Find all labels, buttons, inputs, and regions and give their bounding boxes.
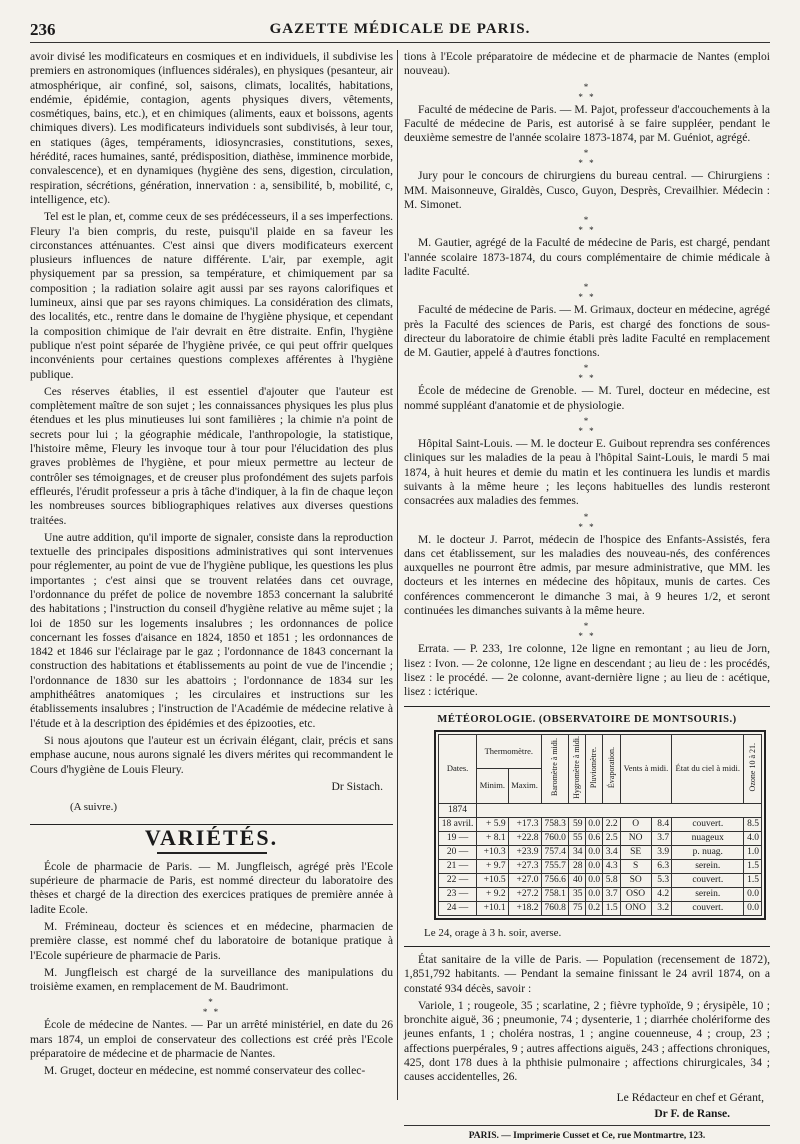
table-cell: 6.3 (651, 859, 671, 873)
table-cell: + 5.9 (477, 817, 508, 831)
news-item: M. Gruget, docteur en médecine, est nommé conservateur des collec- (44, 1064, 366, 1078)
paragraph: avoir divisé les modificateurs en cosmiques et en individuels, il subdivise les premiers en astronomiques (influences sidérales), en physiques (pesanteur, air atmosphérique, air confiné, sol, saisons, climats, localités, habitations, endémie, épidémie, contagion, agents physiques divers, vêtements, cosmétiques, bains, etc.), et en chimiques (aliments, eaux et boissons, agents chimiques divers). Les modificateurs individuels sont subdivisés, à leur tour, en statiques (âges, tempéraments, idiosyncrasies, constitutions, sexes, hérédité, races humaines, santé, prédisposition, diathèse, imminence morbide, convalescence), et en dynamiques (hygiène des sens, digestion, circulation, respiration, sécrétions, génération, innervation : a, sensibilité, b, mobilité, c, intelligence, etc). (30, 50, 393, 206)
table-cell: 34 (568, 845, 585, 859)
table-cell: O (620, 817, 651, 831)
col-header-baro: Baromètre à midi. (541, 734, 568, 803)
news-item: État sanitaire de la ville de Paris. — Population (recensement de 1872), 1,851,792 habitants. — Pendant la semaine finissant le 24 avril 1874, on a constaté 934 décès, savoir : (404, 952, 770, 995)
table-cell: 18 avril. (439, 817, 477, 831)
paragraph: Si nous ajoutons que l'auteur est un écrivain élégant, clair, précis et sans emphase aucune, nous aurons signalé les divers mérites qui recommandent le Cours d'hygiène de Louis Fleury. (30, 733, 393, 776)
col-header-hygro: Hygromètre à midi. (568, 734, 585, 803)
table-cell: 4.3 (603, 859, 621, 873)
col-header-thermo: Thermomètre. (477, 734, 541, 768)
left-column (30, 50, 393, 1082)
table-row (439, 831, 762, 845)
table-cell: 28 (568, 859, 585, 873)
table-cell: +10.1 (477, 901, 508, 915)
table-cell: ONO (620, 901, 651, 915)
table-row (439, 901, 762, 915)
separator-asterisks: * * * (578, 81, 596, 102)
table-cell: SE (620, 845, 651, 859)
meteorology-table-frame (434, 730, 766, 920)
col-header-etat: État du ciel à midi. (672, 734, 744, 803)
table-row (439, 887, 762, 901)
col-header-minim: Minim. (477, 769, 508, 803)
page-number: 236 (30, 20, 56, 39)
table-cell: 3.9 (651, 845, 671, 859)
table-cell: 758.3 (541, 817, 568, 831)
separator-asterisks: * * * (578, 148, 596, 169)
col-header-dates: Dates. (439, 734, 477, 803)
separator-asterisks: * * * (578, 215, 596, 236)
table-row (439, 817, 762, 831)
table-cell: 2.5 (603, 831, 621, 845)
mortality-list: Variole, 1 ; rougeole, 35 ; scarlatine, 2 ; fièvre typhoïde, 9 ; érysipèle, 10 ; bronchite aiguë, 36 ; pneumonie, 74 ; dysenterie, 1 ; diarrhée cholériforme des jeunes enfants, 1 ; choléra nostras, 1 ; angine couenneuse, 4 ; croup, 23 ; affections puerpérales, 9 ; autres affections aiguës, 243 ; affections chroniques, 425, dont 178 dues à la phthisie pulmonaire ; affections chirurgicales, 34 ; causes accidentelles, 26. (404, 998, 770, 1084)
table-cell: +17.3 (508, 817, 541, 831)
table-cell: 75 (568, 901, 585, 915)
table-cell: nuageux (672, 831, 744, 845)
to-be-continued: (A suivre.) (70, 801, 118, 814)
table-cell: 22 — (439, 873, 477, 887)
separator-asterisks: * * * (578, 363, 596, 384)
table-cell: 1.0 (744, 845, 762, 859)
table-cell: 8.5 (744, 817, 762, 831)
page-header (30, 18, 770, 43)
table-cell: +27.0 (508, 873, 541, 887)
table-cell: 5.8 (603, 873, 621, 887)
table-row (439, 859, 762, 873)
table-cell: 760.8 (541, 901, 568, 915)
table-cell: + 9.2 (477, 887, 508, 901)
news-item: M. le docteur J. Parrot, médecin de l'hospice des Enfants-Assistés, fera dans cet établissement, sur les maladies des nouveau-nés, des conférences auxquelles ne pourront être admis, par mesure administrative, que MM. les docteurs et les internes en médecine des hôpitaux, munis de cartes. Ces conférences commenceront le dimanche 3 mai, à 9 heures 1/2, et seront continuées les dimanches suivants à la même heure. (404, 532, 770, 618)
table-cell: 0.0 (744, 887, 762, 901)
table-cell: couvert. (672, 873, 744, 887)
table-cell: 40 (568, 873, 585, 887)
paragraph: Ces réserves établies, il est essentiel d'ajouter que l'auteur est complètement maître de son sujet ; les connaissances physiques les plus plus étendues et les plus minutieuses lui sont familières ; la chimie n'a point de secrets pour lui ; la géographie médicale, l'anthropologie, la statistique, l'histoire même, Fleury les invoque tour à tour pour l'élucidation des plus graves problèmes de l'hygiène, et pour mieux permettre au lecteur de contrôler ses témoignages, et de creuser plus profondément des sujets parfois effleurés, l'érudit professeur a pris à tâche d'indiquer, à la fin de chaque leçon les nombreuses sources bibliographiques relatives aux diverses questions traitées. (30, 384, 393, 527)
table-cell: 755.7 (541, 859, 568, 873)
table-cell: 5.3 (651, 873, 671, 887)
separator-asterisks: * * * (578, 282, 596, 303)
table-cell: 0.0 (744, 901, 762, 915)
gazette-title: GAZETTE MÉDICALE DE PARIS. (269, 21, 531, 37)
column-divider (397, 50, 398, 1100)
table-cell: SO (620, 873, 651, 887)
errata: Errata. — P. 233, 1re colonne, 12e ligne en remontant ; au lieu de Jorn, lisez : Ivon. — 2e colonne, 12e ligne en descendant ; au lieu de : les procédés, lisez : le procédé. — 2e colonne, avant-dernière ligne ; au lieu de : acétique, lisez : ictérique. (404, 642, 770, 699)
news-item: Jury pour le concours de chirurgiens du bureau central. — Chirurgiens : MM. Maisonneuve, Giraldès, Cusco, Guyon, Desprès, Crevailhier. Médecin : M. Simonet. (404, 169, 770, 212)
table-cell: p. nuag. (672, 845, 744, 859)
section-title-varietes: VARIÉTÉS. (144, 825, 279, 851)
table-cell: 0.0 (585, 859, 603, 873)
news-item: Hôpital Saint-Louis. — M. le docteur E. Guibout reprendra ses conférences cliniques sur les maladies de la peau à l'hôpital Saint-Louis, le mardi 5 mai 1874, à huit heures et demie du matin et les continuera les lundis et mardis suivants à la même heure ; les leçons habituelles des lundis resteront consacrées aux maladies des femmes. (404, 437, 770, 508)
editor-line: Le Rédacteur en chef et Gérant, (616, 1090, 764, 1104)
table-cell: 1.5 (744, 859, 762, 873)
table-cell: +22.8 (508, 831, 541, 845)
table-cell: OSO (620, 887, 651, 901)
editor-name: Dr F. de Ranse. (654, 1106, 730, 1120)
table-cell: 0.0 (585, 873, 603, 887)
table-cell: couvert. (672, 817, 744, 831)
col-header-pluvio: Pluviomètre. (585, 734, 603, 803)
news-item: École de pharmacie de Paris. — M. Jungfleisch, agrégé près l'Ecole supérieure de pharmacie de Paris, est nommé directeur du laboratoire des thèses et chargé de la direction des exercices pratiques de première année à ladite Ecole. (30, 859, 393, 916)
news-item: M. Frémineau, docteur ès sciences et en médecine, pharmacien de première classe, est nommé chef du laboratoire de botanique pratique à l'Ecole supérieure de pharmacie de Paris. (30, 919, 393, 962)
news-item: École de médecine de Nantes. — Par un arrêté ministériel, en date du 26 mars 1874, un emploi de conservateur des collections est créé près l'Ecole préparatoire de médecine et de pharmacie de Nantes. (30, 1018, 393, 1060)
separator-asterisks: * * * (202, 997, 221, 1018)
weather-note: Le 24, orage à 3 h. soir, averse. (424, 926, 562, 939)
table-cell: 23 — (439, 887, 477, 901)
col-header-ozone: Ozone 10 à 21. (744, 734, 762, 803)
table-cell: S (620, 859, 651, 873)
paragraph: Une autre addition, qu'il importe de signaler, consiste dans la reproduction textuelle des principales dispositions administratives qui sont intervenues pour réglementer, au point de vue de l'hygiène publique, les questions les plus importantes ; c'est ainsi que se trouvent relatées dans cet ouvrage, l'ordonnance du préfet de police de novembre 1853 concernant la salubrité des habitations ; l'instruction du conseil d'hygiène relative au même sujet ; la loi de 1850 sur les logements insalubres ; les ordonnances de police concernant les fosses d'aisance en 1824, 1850 et 1851 ; les ordonnances de 1842 et 1846 sur l'éclairage par le gaz ; l'ordonnance de 1843 concernant la construction des habitations et établissements au point de vue de l'incendie ; l'ordonnance de 1830 sur les abattoirs ; l'ordonnance de 1834 sur les amphithéâtres anatomiques ; les circulaires et instructions sur les établissements insalubres ; l'instruction de l'Académie de médecine relative à l'étude et à la description des épidémies et des épizooties, etc. (30, 530, 393, 730)
table-cell: +27.2 (508, 887, 541, 901)
meteorology-table-body (439, 803, 762, 915)
table-cell: +10.5 (477, 873, 508, 887)
table-row (439, 873, 762, 887)
news-item: Faculté de médecine de Paris. — M. Grimaux, docteur en médecine, agrégé près la Faculté des sciences de Paris, est chargé des fonctions de sous-directeur du laboratoire de chimie établi près ladite Faculté en remplacement de M. Gautier, appelé à d'autres fonctions. (404, 303, 770, 360)
table-cell: 3.4 (603, 845, 621, 859)
meteorology-title: MÉTÉOROLOGIE. (OBSERVATOIRE DE MONTSOURIS.) (437, 713, 737, 725)
table-cell: 21 — (439, 859, 477, 873)
meteorology-table (438, 734, 762, 916)
table-cell: 758.1 (541, 887, 568, 901)
table-row (439, 845, 762, 859)
year-cell: 1874 (439, 803, 477, 817)
table-cell: +23.9 (508, 845, 541, 859)
table-cell: 0.6 (585, 831, 603, 845)
table-cell: 0.0 (585, 845, 603, 859)
table-cell: 1.5 (603, 901, 621, 915)
section-divider (404, 946, 770, 947)
table-cell: NO (620, 831, 651, 845)
table-cell: 35 (568, 887, 585, 901)
news-item: École de médecine de Grenoble. — M. Turel, docteur en médecine, est nommé suppléant d'anatomie et de physiologie. (404, 384, 770, 412)
table-cell: 0.0 (585, 887, 603, 901)
table-cell: 24 — (439, 901, 477, 915)
table-cell: 760.0 (541, 831, 568, 845)
table-cell: 59 (568, 817, 585, 831)
separator-asterisks: * * * (578, 621, 596, 642)
separator-asterisks: * * * (578, 511, 596, 532)
table-cell: 3.7 (603, 887, 621, 901)
table-cell: 3.2 (651, 901, 671, 915)
author-signature: Dr Sistach. (331, 779, 383, 793)
table-cell: 20 — (439, 845, 477, 859)
table-cell: 757.4 (541, 845, 568, 859)
printer-imprint: PARIS. — Imprimerie Cusset et Ce, rue Montmartre, 123. (404, 1125, 770, 1143)
table-cell: 2.2 (603, 817, 621, 831)
table-cell: serein. (672, 887, 744, 901)
table-cell: +18.2 (508, 901, 541, 915)
col-header-maxim: Maxim. (508, 769, 541, 803)
table-cell: +27.3 (508, 859, 541, 873)
separator-asterisks: * * * (578, 416, 596, 437)
table-cell: +10.3 (477, 845, 508, 859)
news-item: tions à l'Ecole préparatoire de médecine et de pharmacie de Nantes (emploi nouveau). (404, 50, 770, 78)
table-cell: 0.2 (585, 901, 603, 915)
table-cell: 55 (568, 831, 585, 845)
table-cell: 8.4 (651, 817, 671, 831)
right-column (404, 50, 770, 1144)
table-cell: couvert. (672, 901, 744, 915)
table-cell: 756.6 (541, 873, 568, 887)
table-cell: 0.0 (585, 817, 603, 831)
table-cell: 19 — (439, 831, 477, 845)
table-cell: 3.7 (651, 831, 671, 845)
paragraph: Tel est le plan, et, comme ceux de ses prédécesseurs, il a ses imperfections. Fleury l'a bien compris, du reste, puisqu'il plaide en sa faveur les circonstances atténuantes. C'est ainsi que divers modificateurs exercent plusieurs influences de nature différente. L'air, par exemple, agit physiquement par sa pression, sa température, et chimiquement par sa composition ; la radiation solaire agit aussi par ses rayons calorifiques et lumineux, ainsi que par ses rayons chimiques. La considération des climats, des localités, etc., rentre dans le domaine de l'hygiène physique, et cependant la composition chimique de l'air devrait en être distraite. Enfin, l'hygiène publique n'est point séparée de l'hygiène privée, ce qui peut offrir quelques inconvénients pour certaines questions complexes afférentes à l'hygiène publique. (30, 210, 393, 381)
table-cell: 4.0 (744, 831, 762, 845)
news-item: M. Jungfleisch est chargé de la surveillance des manipulations du troisième examen, en remplacement de M. Baudrimont. (30, 965, 393, 994)
empty-cell (477, 803, 762, 817)
table-cell: 1.5 (744, 873, 762, 887)
table-cell: serein. (672, 859, 744, 873)
news-item: M. Gautier, agrégé de la Faculté de médecine de Paris, est chargé, pendant l'année scolaire 1873-1874, du cours complémentaire de chimie médicale à ladite Faculté. (404, 236, 770, 278)
col-header-evapo: Évaporation. (603, 734, 621, 803)
table-cell: 4.2 (651, 887, 671, 901)
section-divider (404, 706, 770, 707)
title-underline (157, 852, 267, 854)
table-cell: + 8.1 (477, 831, 508, 845)
news-item: Faculté de médecine de Paris. — M. Pajot, professeur d'accouchements à la Faculté de médecine de Paris, est autorisé à se faire suppléer, pendant le deuxième semestre de l'année scolaire 1873-1874, par M. Guéniot, agrégé. (404, 102, 770, 145)
table-cell: + 9.7 (477, 859, 508, 873)
table-row-year (439, 803, 762, 817)
col-header-vents: Vents à midi. (620, 734, 672, 803)
